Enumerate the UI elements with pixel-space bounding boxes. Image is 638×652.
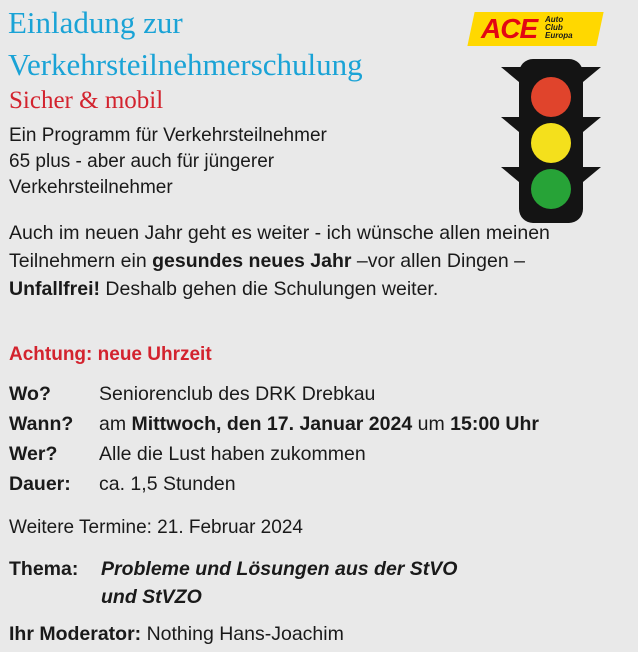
detail-row-location: Wo? Seniorenclub des DRK Drebkau [9, 383, 376, 405]
ace-logo [467, 12, 603, 46]
logo-brand: ACE [481, 13, 538, 44]
event-details [9, 379, 539, 499]
traffic-light-icon [501, 59, 601, 223]
green-lamp [531, 169, 571, 209]
detail-row-duration: Dauer: ca. 1,5 Stunden [9, 473, 236, 495]
title-line-1: Einladung zur [8, 5, 183, 40]
moderator: Ihr Moderator: Nothing Hans-Joachim [9, 623, 344, 645]
intro-text: Ein Programm für Verkehrsteilnehmer 65 plus - aber auch für jüngerer Verkehrsteilnehmer [9, 125, 327, 198]
yellow-lamp [531, 123, 571, 163]
time-change-warning: Achtung: neue Uhrzeit [9, 344, 212, 365]
detail-row-date: Wann? am Mittwoch, den 17. Januar 2024 um 15:00 Uhr [9, 413, 540, 435]
announcement-paragraph: Auch im neuen Jahr geht es weiter - ich wünsche allen meinen Teilnehmern ein gesundes neues Jahr –vor allen Dingen – Unfallfrei! Deshalb gehen die Schulungen weiter. [9, 222, 550, 300]
subtitle: Sicher & mobil [9, 87, 164, 114]
topic: Thema: Probleme und Lösungen aus der StVO und StVZO [9, 558, 458, 608]
logo-subtext: Auto Club Europa [545, 15, 573, 40]
further-dates: Weitere Termine: 21. Februar 2024 [9, 517, 303, 538]
page-title [8, 2, 363, 86]
red-lamp [531, 77, 571, 117]
detail-row-audience: Wer? Alle die Lust haben zukommen [9, 443, 366, 465]
title-line-2: Verkehrsteilnehmerschulung [8, 47, 363, 82]
